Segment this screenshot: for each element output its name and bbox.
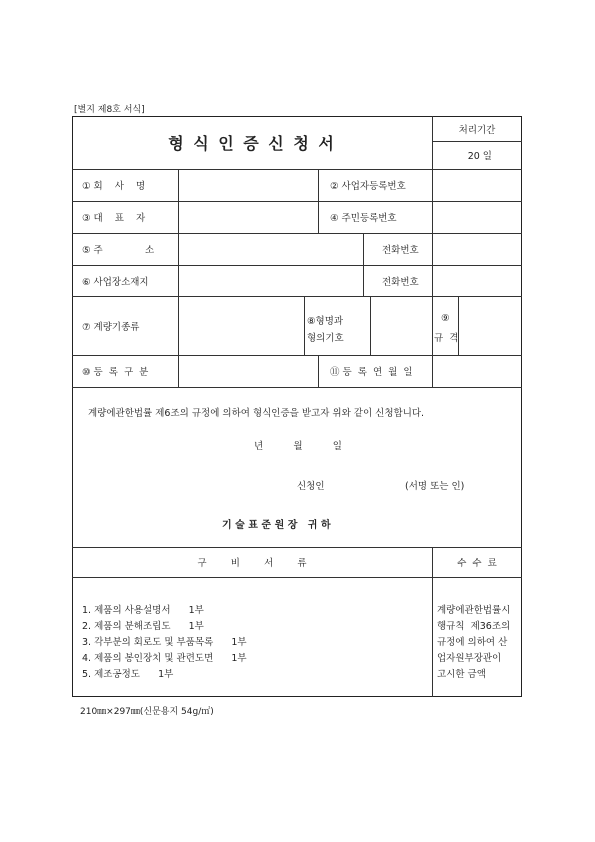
device-type-field[interactable] (179, 297, 303, 354)
company-name-field[interactable] (179, 170, 317, 200)
registration-type-label: ⑩ 등 록 구 분 (82, 367, 149, 378)
declaration-text: 계량에관한법률 제6조의 규정에 의하여 형식인증을 받고자 위와 같이 신청합니다. (88, 408, 425, 419)
fee-text-line: 업자원부장관이 (437, 653, 502, 664)
form-number-label: [별지 제8호 서식] (74, 105, 145, 115)
declaration-date: 년 월 일 (254, 441, 342, 452)
doc-item: 5. 제조공정도 1부 (82, 669, 174, 680)
device-type-label: ⑦ 계량기종류 (82, 321, 140, 333)
registration-type-field[interactable] (179, 356, 317, 386)
representative-field[interactable] (179, 202, 317, 232)
doc-item: 2. 제품의 분해조립도 1부 (82, 621, 204, 632)
fee-text-line: 규정에 의하여 산 (437, 637, 508, 648)
processing-period-value: 20 일 (467, 151, 492, 162)
form-title: 형 식 인 증 신 청 서 (168, 134, 336, 153)
workplace-field[interactable] (179, 266, 362, 295)
model-name-label-line1: ⑧형명과 (307, 316, 344, 327)
required-docs-header: 구 비 서 류 (197, 558, 307, 569)
address-label: ⑤ 주 소 (82, 245, 155, 256)
fee-header: 수 수 료 (457, 558, 497, 569)
registration-date-label: ⑪ 등 록 연 월 일 (330, 367, 413, 378)
workplace-label: ⑥ 사업장소재지 (82, 276, 149, 288)
registration-date-field[interactable] (433, 356, 521, 386)
applicant-label: 신청인 (297, 481, 325, 492)
signature-label[interactable]: (서명 또는 인) (405, 481, 465, 492)
paper-spec-footer: 210㎜×297㎜(신문용지 54g/㎡) (80, 707, 214, 717)
workplace-phone-label: 전화번호 (382, 276, 419, 288)
address-phone-field[interactable] (433, 234, 521, 264)
doc-item: 1. 제품의 사용설명서 1부 (82, 605, 204, 616)
spec-field[interactable] (459, 297, 521, 354)
processing-period-label: 처리기간 (458, 124, 496, 136)
doc-item: 4. 제품의 봉인장치 및 관련도면 1부 (82, 653, 247, 664)
fee-text-line: 계량에관한법률시 (437, 605, 511, 616)
resident-reg-no-field[interactable] (433, 202, 521, 232)
spec-label-line1: ⑨ (441, 313, 450, 324)
fee-text-line: 행규칙 제36조의 (437, 621, 511, 632)
doc-item: 3. 각부분의 회로도 및 부품목록 1부 (82, 637, 247, 648)
workplace-phone-field[interactable] (433, 266, 521, 295)
spec-label-line2: 규 격 (434, 333, 459, 344)
company-name-label: ① 회 사 명 (82, 181, 146, 192)
representative-label: ③ 대 표 자 (82, 213, 146, 224)
model-name-label-line2: 형의기호 (307, 333, 344, 344)
fee-text-line: 고시한 금액 (437, 669, 486, 680)
business-reg-no-field[interactable] (433, 170, 521, 200)
business-reg-no-label: ② 사업자등록번호 (330, 181, 406, 192)
address-field[interactable] (179, 234, 362, 264)
recipient-label: 기 술 표 준 원 장 귀 하 (222, 520, 331, 531)
resident-reg-no-label: ④ 주민등록번호 (330, 213, 397, 224)
address-phone-label: 전화번호 (382, 245, 419, 256)
model-name-field[interactable] (371, 297, 431, 354)
